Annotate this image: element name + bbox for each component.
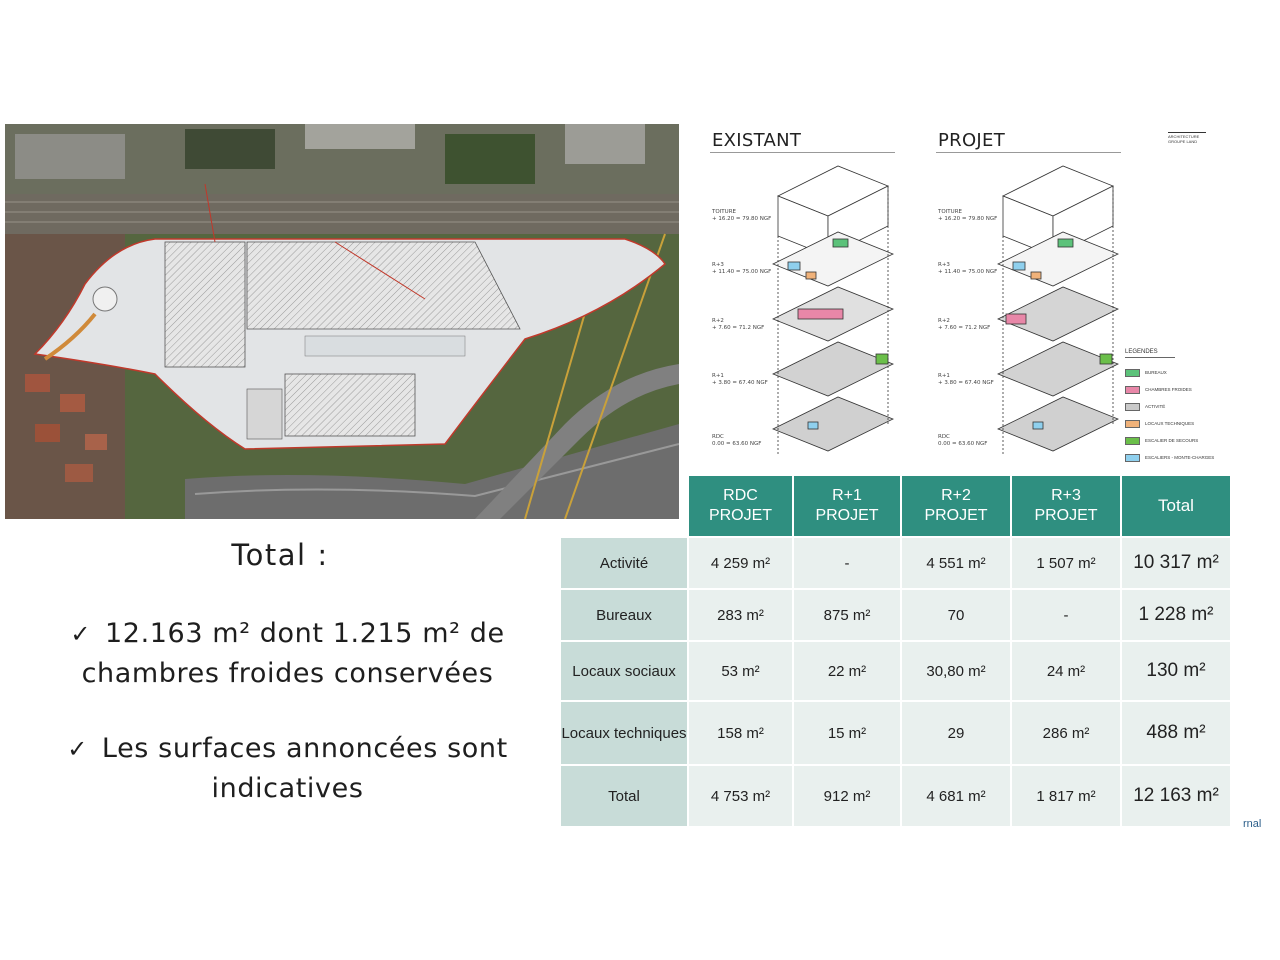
summary-bullet-1: ✓ 12.163 m² dont 1.215 m² de chambres froides conservées [70,618,505,689]
architect-logo: ARCHITECTURE GROUPE LAND [1168,132,1206,144]
level-label-r3-existant: R+3 + 11.40 = 75.00 NGF [712,262,772,275]
level-label-r2-existant: R+2 + 7.60 = 71.2 NGF [712,318,765,331]
table-row [561,538,1230,588]
table-cell: 875 m² [794,590,900,640]
checkmark-icon: ✓ [70,620,92,648]
level-label-r1-projet: R+1 + 3.80 = 67.40 NGF [938,373,994,386]
legend-swatch [1125,403,1140,411]
table-cell-total: 488 m² [1122,702,1230,764]
axonometric-panel [688,124,1233,472]
table-cell: 1 507 m² [1012,538,1120,588]
table-cell: 30,80 m² [902,642,1010,700]
level-label-toiture-existant: TOITURE + 16.20 = 79.80 NGF [712,209,772,222]
table-cell: 4 753 m² [689,766,792,826]
level-label-r1-existant: R+1 + 3.80 = 67.40 NGF [712,373,768,386]
level-label-rdc-existant: RDC 0.00 = 63.60 NGF [712,434,762,447]
stray-text: rnal [1243,818,1262,830]
existant-title: EXISTANT [712,130,802,151]
header-rdc-projet: RDC PROJET [689,476,792,536]
legend [1125,349,1225,466]
table-cell: 158 m² [689,702,792,764]
legend-swatch [1125,369,1140,377]
level-label-r3-projet: R+3 + 11.40 = 75.00 NGF [938,262,998,275]
table-cell: 22 m² [794,642,900,700]
table-row [561,590,1230,640]
legend-item-bureaux: BUREAUX [1125,364,1225,381]
level-label-rdc-projet: RDC 0.00 = 63.60 NGF [938,434,988,447]
checkmark-icon: ✓ [67,735,88,763]
level-label-toiture-projet: TOITURE + 16.20 = 79.80 NGF [938,209,998,222]
legend-swatch [1125,437,1140,445]
level-label-r2-projet: R+2 + 7.60 = 71.2 NGF [938,318,991,331]
legend-swatch [1125,386,1140,394]
table-cell: 70 [902,590,1010,640]
legend-swatch [1125,454,1140,462]
summary-bullet-2: ✓ Les surfaces annoncées sont indicatives [67,733,508,804]
table-row [561,642,1230,700]
table-corner [561,476,687,536]
table-cell-total: 10 317 m² [1122,538,1230,588]
table-cell: - [1012,590,1120,640]
summary-title: Total : [231,538,329,572]
table-cell: 4 259 m² [689,538,792,588]
surface-table [559,474,1232,828]
legend-item-escaliers-monte-charges: ESCALIERS - MONTE-CHARGES [1125,449,1225,466]
row-label-total: Total [561,766,687,826]
table-cell: 283 m² [689,590,792,640]
row-label-locaux-techniques: Locaux techniques [561,702,687,764]
table-cell: - [794,538,900,588]
legend-item-chambres-froides: CHAMBRES FROIDES [1125,381,1225,398]
legend-title: LEGENDES [1125,349,1175,358]
table-cell: 4 681 m² [902,766,1010,826]
table-cell: 29 [902,702,1010,764]
aerial-site-plan [5,124,679,519]
table-row [561,702,1230,764]
legend-item-locaux-techniques: LOCAUX TECHNIQUES [1125,415,1225,432]
header-r2-projet: R+2 PROJET [902,476,1010,536]
table-cell-total: 12 163 m² [1122,766,1230,826]
table-cell: 4 551 m² [902,538,1010,588]
table-row [561,766,1230,826]
table-cell: 1 817 m² [1012,766,1120,826]
legend-swatch [1125,420,1140,428]
row-label-activite: Activité [561,538,687,588]
header-r3-projet: R+3 PROJET [1012,476,1120,536]
table-cell: 15 m² [794,702,900,764]
aerial-site-plan-drawing [5,124,679,519]
legend-item-activite: ACTIVITÉ [1125,398,1225,415]
header-r1-projet: R+1 PROJET [794,476,900,536]
table-header-row [561,476,1230,536]
row-label-locaux-sociaux: Locaux sociaux [561,642,687,700]
table-cell: 53 m² [689,642,792,700]
table-cell-total: 1 228 m² [1122,590,1230,640]
legend-item-escalier-secours: ESCALIER DE SECOURS [1125,432,1225,449]
projet-title: PROJET [938,130,1006,151]
table-cell-total: 130 m² [1122,642,1230,700]
row-label-bureaux: Bureaux [561,590,687,640]
table-cell: 24 m² [1012,642,1120,700]
header-total: Total [1122,476,1230,536]
table-cell: 912 m² [794,766,900,826]
table-cell: 286 m² [1012,702,1120,764]
